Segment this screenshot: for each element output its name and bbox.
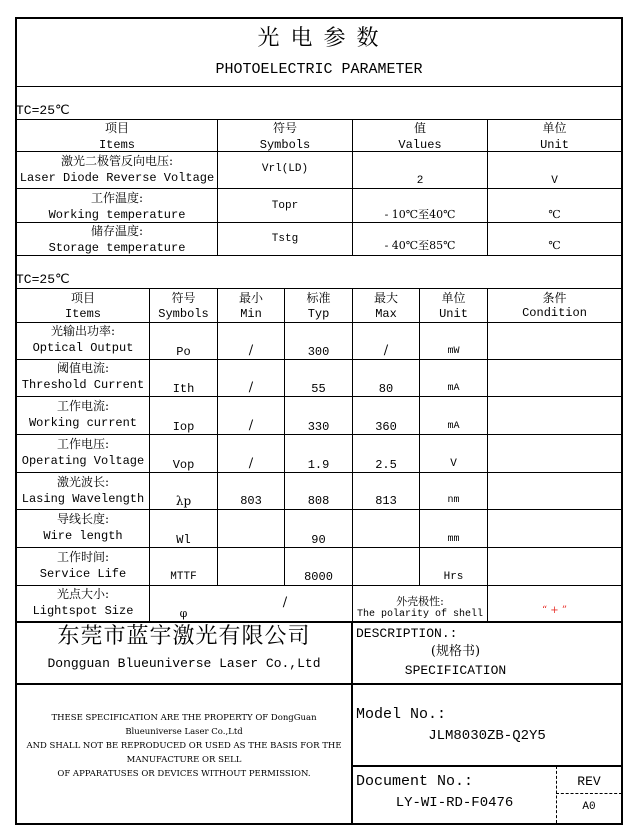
model-label: Model No.: xyxy=(356,706,447,723)
row-typ: 55 xyxy=(311,382,326,396)
disclaimer-line: MANUFACTURE OR SELL xyxy=(126,755,242,765)
row-item-en: Service Life xyxy=(39,567,127,581)
row-symbol: φ xyxy=(179,607,188,620)
rev-value: A0 xyxy=(582,801,596,813)
row-value: - 40℃至85℃ xyxy=(384,239,456,252)
row-unit: ℃ xyxy=(548,208,561,221)
disclaimer-line: THESE SPECIFICATION ARE THE PROPERTY OF DongGuan xyxy=(51,713,317,723)
company-name-cn: 东莞市蓝宇激光有限公司 xyxy=(57,624,311,649)
rev-label: REV xyxy=(577,774,601,789)
disclaimer-line: Blueuniverse Laser Co.,Ltd xyxy=(125,727,243,737)
row-value: - 10℃至40℃ xyxy=(384,208,456,221)
table1-col-unit-en: Unit xyxy=(540,139,569,151)
row-symbol: Topr xyxy=(271,200,299,212)
table2-col-typ-en: Typ xyxy=(307,308,330,320)
row-unit: mA xyxy=(447,383,460,394)
document-number: LY-WI-RD-F0476 xyxy=(395,795,514,811)
row-value: / xyxy=(282,595,288,610)
row-typ: 300 xyxy=(307,345,330,359)
row-unit: nm xyxy=(447,495,460,506)
table2-col-condition-en: Condition xyxy=(522,306,587,320)
table2-col-symbols-cn: 符号 xyxy=(171,291,196,305)
row-max: 80 xyxy=(378,382,394,396)
row-item-cn: 光点大小: xyxy=(56,587,110,601)
row-item-en: Storage temperature xyxy=(48,242,186,254)
row-unit: mm xyxy=(447,534,460,545)
row-item-en: Working temperature xyxy=(48,209,186,221)
row-item-cn: 阈值电流: xyxy=(56,361,110,375)
table2-col-condition-cn: 条件 xyxy=(542,291,567,305)
row-item-en: Optical Output xyxy=(32,341,134,355)
row-typ: 90 xyxy=(311,533,326,547)
table1-col-items-en: Items xyxy=(98,139,135,151)
table2-col-max-cn: 最大 xyxy=(373,291,398,305)
row-item-cn: 激光波长: xyxy=(56,475,110,489)
row-typ: 330 xyxy=(307,420,330,434)
row-max: 813 xyxy=(375,494,397,508)
table2-col-symbols-en: Symbols xyxy=(158,308,209,320)
disclaimer-line: AND SHALL NOT BE REPRODUCED OR USED AS THE BASIS FOR THE xyxy=(26,741,342,751)
row-item-en: Wire length xyxy=(43,529,123,543)
description-cn: (规格书) xyxy=(430,644,481,659)
row-symbol: Ith xyxy=(172,382,195,396)
table2-col-min-cn: 最小 xyxy=(238,291,263,305)
row-symbol: Vop xyxy=(172,458,195,472)
row-unit: V xyxy=(450,458,457,470)
row-typ: 1.9 xyxy=(307,458,330,472)
row-item-en: Threshold Current xyxy=(21,378,145,392)
table2-col-items-en: Items xyxy=(64,308,101,320)
row-value: 2 xyxy=(416,175,424,187)
table1-col-values-cn: 值 xyxy=(413,121,426,135)
table1-col-symbols-cn: 符号 xyxy=(272,121,297,135)
company-name-en: Dongguan Blueuniverse Laser Co.,Ltd xyxy=(47,656,321,671)
row-symbol: Po xyxy=(176,345,191,359)
row-min: / xyxy=(248,456,254,471)
row-item-cn: 激光二极管反向电压: xyxy=(60,154,174,168)
table2-col-typ-cn: 标准 xyxy=(306,291,331,305)
table2-col-max-en: Max xyxy=(375,308,397,320)
table2-col-unit-cn: 单位 xyxy=(441,291,466,305)
title-english: PHOTOELECTRIC PARAMETER xyxy=(215,61,423,78)
shell-polarity-value: “ + ” xyxy=(542,605,567,616)
row-item-en: Working current xyxy=(28,416,138,430)
row-item-cn: 工作电压: xyxy=(56,437,110,451)
row-min: / xyxy=(248,380,254,395)
row-item-en: Operating Voltage xyxy=(21,454,145,468)
row-item-cn: 工作温度: xyxy=(90,191,144,205)
disclaimer-line: OF APPARATUSES OR DEVICES WITHOUT PERMISSION. xyxy=(57,769,311,779)
table1-col-symbols-en: Symbols xyxy=(259,139,311,151)
table2-col-items-cn: 项目 xyxy=(70,291,95,305)
row-item-cn: 导线长度: xyxy=(56,512,110,526)
row-min: / xyxy=(248,418,254,433)
row-max: 360 xyxy=(375,420,397,434)
table1-condition: TC=25℃ xyxy=(16,103,70,118)
row-unit: V xyxy=(551,175,558,187)
row-item-cn: 工作电流: xyxy=(56,399,110,413)
row-symbol: Tstg xyxy=(271,233,299,245)
model-number: JLM8030ZB-Q2Y5 xyxy=(428,728,546,744)
description-en: SPECIFICATION xyxy=(404,663,507,678)
table1-col-unit-cn: 单位 xyxy=(542,121,567,135)
row-symbol: MTTF xyxy=(170,571,197,583)
row-item-cn: 光输出功率: xyxy=(50,324,116,338)
table1-col-items-cn: 项目 xyxy=(104,121,129,135)
shell-polarity-label-en: The polarity of shell xyxy=(356,609,484,620)
row-max: 2.5 xyxy=(375,458,397,472)
row-symbol: Vrl(LD) xyxy=(261,163,309,175)
row-symbol: λp xyxy=(175,494,192,508)
row-typ: 808 xyxy=(307,494,330,508)
row-unit: mW xyxy=(447,346,460,357)
table2-col-min-en: Min xyxy=(240,308,262,320)
row-unit: mA xyxy=(447,421,460,432)
row-symbol: Wl xyxy=(176,533,191,547)
row-item-en: Laser Diode Reverse Voltage xyxy=(19,171,215,185)
row-min: / xyxy=(248,343,254,358)
row-typ: 8000 xyxy=(304,570,333,584)
row-max: / xyxy=(383,343,389,358)
row-item-en: Lightspot Size xyxy=(32,604,134,618)
title-chinese: 光 电 参 数 xyxy=(257,26,381,51)
shell-polarity-label-cn: 外壳极性: xyxy=(396,595,444,608)
row-item-cn: 储存温度: xyxy=(90,224,144,238)
description-label: DESCRIPTION.: xyxy=(356,626,458,641)
table1-col-values-en: Values xyxy=(398,139,442,151)
row-item-cn: 工作时间: xyxy=(56,550,110,564)
table2-col-unit-en: Unit xyxy=(439,308,468,320)
row-item-en: Lasing Wavelength xyxy=(21,492,145,506)
row-unit: Hrs xyxy=(443,571,464,583)
row-unit: ℃ xyxy=(548,239,561,252)
row-symbol: Iop xyxy=(172,420,195,434)
table2-condition: TC=25℃ xyxy=(16,272,70,287)
document-label: Document No.: xyxy=(356,773,474,790)
row-min: 803 xyxy=(240,494,262,508)
